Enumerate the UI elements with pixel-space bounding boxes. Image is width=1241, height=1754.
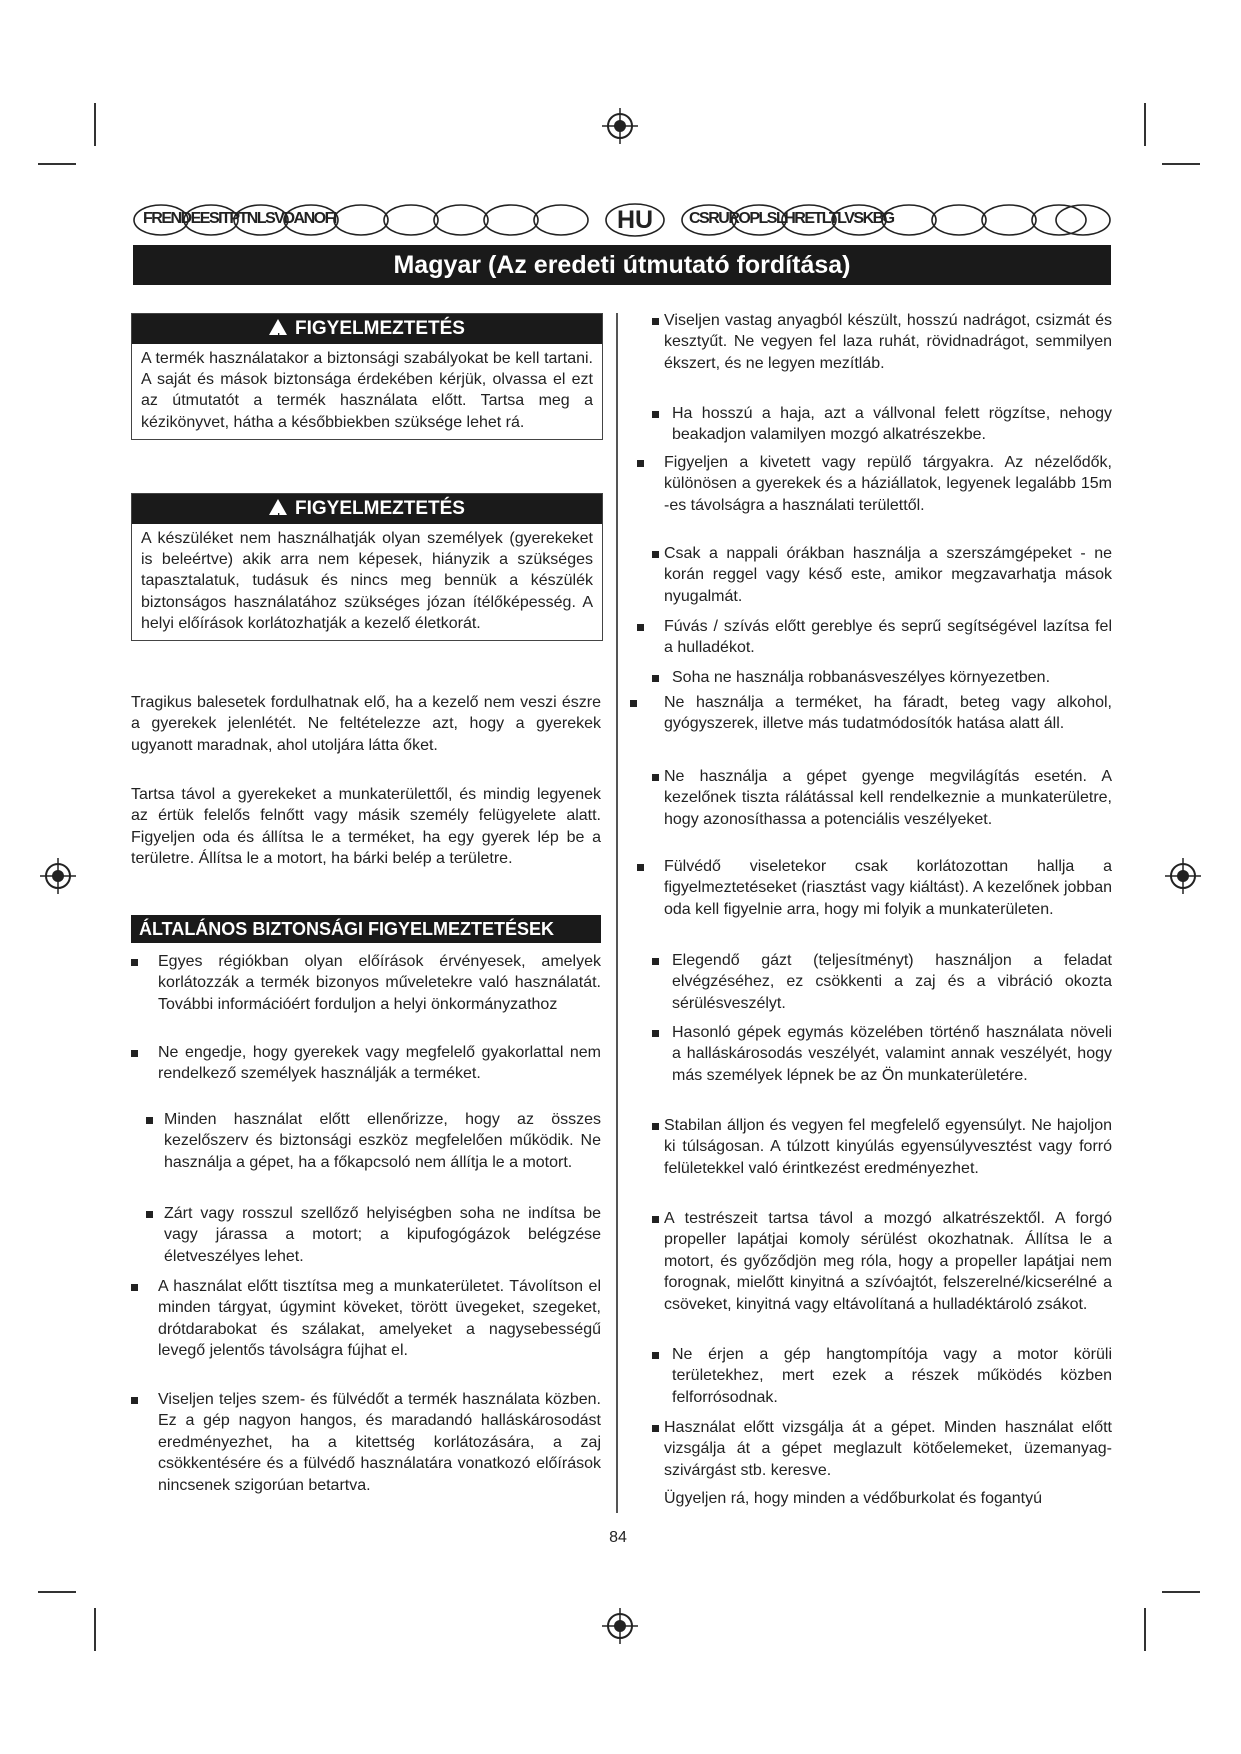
current-language[interactable]: HU [616,206,654,234]
bullet-icon [652,1030,659,1037]
bullet-icon [146,1117,153,1124]
bullet-icon [637,624,644,631]
section-heading: ÁLTALÁNOS BIZTONSÁGI FIGYELMEZTETÉSEK [131,915,601,943]
warning-box [131,313,603,440]
list-item: Használat előtt vizsgálja át a gépet. Minden használat előtt vizsgálja át a gépet meglazult kötőelemeket, üzemanyag-szivárgást stb. keresve. [664,1419,1112,1479]
list-item: Ne használja a terméket, ha fáradt, beteg vagy alkohol, gyógyszerek, illetve más tudatmódosítók hatása alatt áll. [664,694,1112,733]
list-item: Egyes régiókban olyan előírások érvényesek, amelyek korlátozzák a termék bizonyos műveletekre való használatát. További információért forduljon a helyi önkormányzathoz [158,953,601,1013]
registration-mark-icon [602,1608,638,1644]
bullet-icon [652,958,659,965]
list-item: Viseljen vastag anyagból készült, hosszú nadrágot, csizmát és kesztyűt. Ne vegyen fel laza ruhát, rövidnadrágot, semmilyen ékszert, és ne legyen mezítláb. [664,312,1112,372]
list-item: Elegendő gázt (teljesítményt) használjon a feladat elvégzéséhez, ez csökkenti a zaj és a vibráció okozta sérülésveszélyt. [672,952,1112,1012]
list-item: Ha hosszú a haja, azt a vállvonal felett rögzítse, nehogy beakadjon valamilyen mozgó alkatrészekbe. [672,405,1112,444]
closing-line: Ügyeljen rá, hogy minden a védőburkolat és fogantyú [664,1490,1043,1507]
list-item: Zárt vagy rosszul szellőző helyiségben soha ne indítsa be vagy járassa a motort; a kipufogógázok belégzése életveszélyes lehet. [164,1205,601,1265]
crop-mark-bottom-left [94,1608,96,1651]
warning-box [131,493,603,641]
language-codes-left[interactable]: FRENDEESITPTNLSVDANOFI [143,210,336,227]
registration-mark-icon [1165,858,1201,894]
list-item: Ne engedje, hogy gyerekek vagy megfelelő gyakorlattal nem rendelkező személyek használják a terméket. [158,1044,601,1083]
crop-mark-top-left [94,103,96,146]
registration-mark-icon [602,108,638,144]
bullet-icon [652,1425,659,1432]
bullet-icon [146,1211,153,1218]
bullet-icon [652,675,659,682]
bullet-icon [652,1352,659,1359]
list-item: Csak a nappali órákban használja a szerszámgépeket - ne korán reggel vagy késő este, amikor megzavarhatja mások nyugalmát. [664,545,1112,605]
bullet-icon [131,1397,138,1404]
list-item: Soha ne használja robbanásveszélyes környezetben. [672,669,1051,686]
list-item: Figyeljen a kivetett vagy repülő tárgyakra. Az nézelődők, különösen a gyerekek és a háziállatok, legyenek legalább 15m -es távolságra a használati területtől. [664,454,1112,514]
list-item: Fúvás / szívás előtt gereblye és seprű segítségével lazítsa fel a hulladékot. [664,618,1112,657]
warning-triangle-icon: ! [269,319,287,335]
crop-mark-bottom-right [1144,1608,1146,1651]
bullet-icon [652,774,659,781]
warning-text: A készüléket nem használhatják olyan személyek (gyerekeket is beleértve) akik arra nem képesek, hiányzik a szükséges tapasztalatuk, tudásuk és nincs meg bennük a készülék biztonságos használatához szükséges józan ítélőképesség. A helyi előírások korlátozhatják a kezelő életkorát. [141,530,593,632]
crop-mark-top-right-h [1162,163,1200,165]
language-codes-right[interactable]: CSRUROPLSLHRETLTLVSKBG [689,210,894,227]
crop-mark-bottom-right-h [1162,1591,1200,1593]
warning-heading: ! FIGYELMEZTETÉS [132,494,602,524]
page-number: 84 [609,1529,627,1546]
bullet-icon [630,700,637,707]
bullet-icon [652,318,659,325]
paragraph: Tragikus balesetek fordulhatnak elő, ha a kezelő nem veszi észre a gyerekek jelenlétét. Ne feltételezze azt, hogy a gyerekek ugyanott maradnak, ahol utoljára látta őket. [131,694,601,754]
column-divider [616,313,618,1513]
crop-mark-top-right [1144,103,1146,146]
bullet-icon [637,460,644,467]
bullet-icon [131,1050,138,1057]
list-item: Hasonló gépek egymás közelében történő használata növeli a halláskárosodás veszélyét, valamint annak veszélyét, hogy más személyek lépnek be az Ön munkaterületére. [672,1024,1112,1084]
warning-text: A termék használatakor a biztonsági szabályokat be kell tartani. A saját és mások biztonsága érdekében kérjük, olvassa el ezt az útmutatót a termék használata előtt. Tartsa meg a kézikönyvet, hátha a későbbiekben szüksége lehet rá. [141,350,593,431]
bullet-icon [131,959,138,966]
bullet-icon [652,1123,659,1130]
list-item: Stabilan álljon és vegyen fel megfelelő egyensúlyt. Ne hajoljon ki túlságosan. A túlzott kinyúlás egyensúlyvesztést vagy forró felületekkel való érintkezést eredményezhet. [664,1117,1112,1177]
list-item: Ne használja a gépet gyenge megvilágítás esetén. A kezelőnek tiszta rálátással kell rendelkeznie a munkaterületre, hogy azonosíthassa a potenciális veszélyeket. [664,768,1112,828]
list-item: Minden használat előtt ellenőrizze, hogy az összes kezelőszerv és biztonsági eszköz megfelelően működik. Ne használja a gépet, ha a főkapcsoló nem állítja le a motort. [164,1111,601,1171]
list-item: A testrészeit tartsa távol a mozgó alkatrészektől. A forgó propeller lapátjai komoly sérülést okozhatnak. Állítsa le a motort, és győződjön meg róla, hogy a propeller lapátjai nem forognak, mielőtt kinyitná a szívóajtót, felszerelné/kicserélné a csöveket, kinyitná vagy eltávolítaná a hulladéktároló zsákot. [664,1210,1112,1313]
crop-mark-bottom-left-h [38,1591,76,1593]
page-title: Magyar (Az eredeti útmutató fordítása) [133,245,1111,285]
language-selector-row [133,203,1111,237]
bullet-icon [637,864,644,871]
warning-heading: ! FIGYELMEZTETÉS [132,314,602,344]
list-item: Viseljen teljes szem- és fülvédőt a termék használata közben. Ez a gép nagyon hangos, és maradandó halláskárosodást eredményezhet, ha a kitettség korlátozására, a zaj csökkentésére és a fülvédő használatára vonatkozó előírások nincsenek szigorúan betartva. [158,1391,601,1494]
bullet-icon [652,551,659,558]
bullet-icon [652,411,659,418]
warning-triangle-icon: ! [269,499,287,515]
list-item: A használat előtt tisztítsa meg a munkaterületet. Távolítson el minden tárgyat, úgymint köveket, törött üvegeket, szegeket, drótdarabokat és szálakat, amelyeket a nagysebességű levegő jelentős távolságra fújhat el. [158,1278,601,1360]
list-item: Fülvédő viseletekor csak korlátozottan hallja a figyelmeztetéseket (riasztást vagy kiáltást). A kezelőnek jobban oda kell figyelnie arra, hogy mi folyik a munkaterületen. [664,858,1112,918]
list-item: Ne érjen a gép hangtompítója vagy a motor körüli területekhez, mert ezek a részek működés közben felforrósodnak. [672,1346,1112,1406]
crop-mark-top-left-h [38,163,76,165]
paragraph: Tartsa távol a gyerekeket a munkaterülettől, és mindig legyenek az értük felelős felnőtt vagy másik személy felügyelete alatt. Figyeljen oda és állítsa le a terméket, ha egy gyerek lép be a területre. Állítsa le a motort, ha bárki belép a területre. [131,786,601,868]
bullet-icon [652,1216,659,1223]
bullet-icon [131,1284,138,1291]
registration-mark-icon [40,858,76,894]
